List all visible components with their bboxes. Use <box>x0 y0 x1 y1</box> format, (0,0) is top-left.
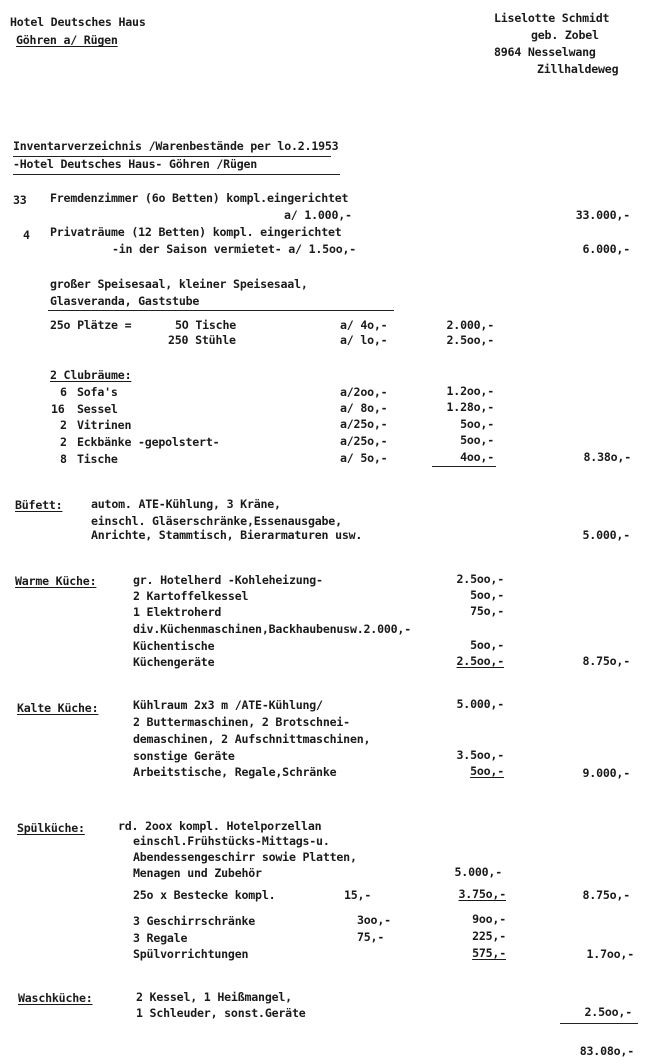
bufett-line1: autom. ATE-Kühlung, 3 Kräne, <box>91 497 281 511</box>
club-item-amount: 1.2oo,- <box>446 384 494 398</box>
scullery-cabinets-unit: 3oo,- <box>357 913 391 927</box>
warm-kitchen-amount: 5oo,- <box>470 588 504 602</box>
warm-kitchen-amount: 2.5oo,- <box>456 654 504 668</box>
scullery-line1: rd. 2oox kompl. Hotelporzellan <box>118 819 322 833</box>
scullery-cabinets-amount: 9oo,- <box>472 912 506 926</box>
club-item-unit: a/25o,- <box>340 434 388 448</box>
warm-kitchen-item: Küchentische <box>133 639 215 653</box>
warm-kitchen-total: 8.75o,- <box>582 654 630 668</box>
scullery-shelves: 3 Regale <box>133 931 188 945</box>
clubrooms-total: 8.38o,- <box>583 450 631 464</box>
private-rooms-total: 6.000,- <box>582 242 630 256</box>
dining-seats: 25o Plätze = <box>50 318 132 332</box>
club-item-unit: a/ 5o,- <box>340 451 388 465</box>
warm-kitchen-label: Warme Küche: <box>15 574 97 588</box>
club-item-unit: a/ 8o,- <box>340 401 388 415</box>
club-item-name: Vitrinen <box>77 418 132 432</box>
club-item-amount: 5oo,- <box>460 417 494 431</box>
scullery-line2: einschl.Frühstücks-Mittags-u. <box>133 834 330 848</box>
club-item-amount: 4oo,- <box>460 450 494 464</box>
club-sum-underline <box>432 466 496 467</box>
club-qty: 2 <box>60 418 67 432</box>
dining-heading1: großer Speisesaal, kleiner Speisesaal, <box>50 277 308 291</box>
laundry-total: 2.5oo,- <box>584 1005 632 1019</box>
warm-kitchen-amount: 2.5oo,- <box>456 572 504 586</box>
scullery-subtotal1: 8.75o,- <box>582 888 630 902</box>
dining-chairs: 250 Stühle <box>168 333 236 347</box>
warm-kitchen-item: 2 Kartoffelkessel <box>133 589 249 603</box>
warm-kitchen-amount: 5oo,- <box>470 638 504 652</box>
club-item-amount: 1.28o,- <box>446 400 494 414</box>
warm-kitchen-item: Küchengeräte <box>133 655 215 669</box>
cold-kitchen-line5: Arbeitstische, Regale,Schränke <box>133 765 337 779</box>
cold-kitchen-line1: Kühlraum 2x3 m /ATE-Kühlung/ <box>133 698 323 712</box>
private-rooms-line2: -in der Saison vermietet- a/ 1.5oo,- <box>112 242 357 256</box>
title-underline-2 <box>13 174 340 175</box>
bufett-line3: Anrichte, Stammtisch, Bierarmaturen usw. <box>91 528 363 542</box>
scullery-subtotal2: 1.7oo,- <box>586 947 634 961</box>
scullery-rinse-amount: 575,- <box>472 946 506 960</box>
scullery-cabinets: 3 Geschirrschränke <box>133 914 256 928</box>
scullery-rinse: Spülvorrichtungen <box>133 947 249 961</box>
club-item-name: Tische <box>77 452 118 466</box>
dining-chairs-unit: a/ lo,- <box>340 333 388 347</box>
bufett-total: 5.000,- <box>582 528 630 542</box>
scullery-line4: Menagen und Zubehör <box>133 866 262 880</box>
guest-rooms-count: 33 <box>13 193 27 207</box>
cold-kitchen-line4: sonstige Geräte <box>133 749 235 763</box>
cold-kitchen-line5-amount: 5oo,- <box>470 764 504 778</box>
cold-kitchen-line1-amount: 5.000,- <box>456 697 504 711</box>
scullery-cutlery-unit: 15,- <box>344 888 372 902</box>
laundry-line1: 2 Kessel, 1 Heißmangel, <box>136 990 292 1004</box>
warm-kitchen-item: 1 Elektroherd <box>133 605 222 619</box>
dining-chairs-amount: 2.5oo,- <box>446 333 494 347</box>
club-item-name: Sessel <box>77 402 118 416</box>
warm-kitchen-amount: 75o,- <box>470 604 504 618</box>
cold-kitchen-label: Kalte Küche: <box>17 701 99 715</box>
warm-kitchen-item: div.Küchenmaschinen,Backhaubenusw.2.000,- <box>133 622 411 636</box>
scullery-shelves-amount: 225,- <box>472 929 506 943</box>
hotel-place: Göhren a/ Rügen <box>16 33 118 47</box>
scullery-line4-amount: 5.000,- <box>454 865 502 879</box>
owner-birthname: geb. Zobel <box>531 28 599 42</box>
club-qty: 2 <box>60 435 67 449</box>
club-qty: 6 <box>60 385 67 399</box>
dining-tables-unit: a/ 4o,- <box>340 318 388 332</box>
bufett-line2: einschl. Gläserschränke,Essenausgabe, <box>91 514 342 528</box>
club-item-name: Eckbänke -gepolstert- <box>77 435 220 449</box>
dining-underline <box>48 310 394 311</box>
title-line1: Inventarverzeichnis /Warenbestände per lo.2.1953 <box>13 139 339 153</box>
club-qty: 8 <box>60 452 67 466</box>
scullery-cutlery-amount: 3.75o,- <box>458 887 506 901</box>
laundry-sum-underline <box>560 1023 638 1024</box>
clubrooms-heading: 2 Clubräume: <box>50 368 132 382</box>
cold-kitchen-line3: demaschinen, 2 Aufschnittmaschinen, <box>133 732 371 746</box>
dining-tables-amount: 2.000,- <box>446 318 494 332</box>
guest-rooms-line2: a/ 1.000,- <box>284 208 352 222</box>
dining-tables: 5O Tische <box>175 318 237 332</box>
club-item-unit: a/25o,- <box>340 417 388 431</box>
dining-heading2: Glasveranda, Gaststube <box>50 294 200 308</box>
hotel-name: Hotel Deutsches Haus <box>10 15 146 29</box>
owner-city: 8964 Nesselwang <box>494 45 596 59</box>
warm-kitchen-item: gr. Hotelherd -Kohleheizung- <box>133 573 323 587</box>
private-rooms-line1: Privaträume (12 Betten) kompl. eingerichtet <box>50 225 342 239</box>
scullery-cutlery: 25o x Bestecke kompl. <box>133 888 276 902</box>
bufett-label: Büfett: <box>15 498 63 512</box>
owner-street: Zillhaldeweg <box>537 62 619 76</box>
title-line2: -Hotel Deutsches Haus- Göhren /Rügen <box>13 157 258 171</box>
club-item-name: Sofa's <box>77 385 118 399</box>
scullery-line3: Abendessengeschirr sowie Platten, <box>133 850 357 864</box>
cold-kitchen-line4-amount: 3.5oo,- <box>456 748 504 762</box>
private-rooms-count: 4 <box>23 228 30 242</box>
club-qty: 16 <box>51 402 65 416</box>
cold-kitchen-total: 9.000,- <box>582 766 630 780</box>
cold-kitchen-line2: 2 Buttermaschinen, 2 Brotschnei- <box>133 715 350 729</box>
scullery-label: Spülküche: <box>17 821 85 835</box>
scullery-shelves-unit: 75,- <box>357 930 385 944</box>
guest-rooms-line1: Fremdenzimmer (6o Betten) kompl.eingerichtet <box>50 191 349 205</box>
guest-rooms-total: 33.000,- <box>575 208 630 222</box>
laundry-label: Waschküche: <box>18 991 93 1005</box>
club-item-unit: a/2oo,- <box>340 385 388 399</box>
club-item-amount: 5oo,- <box>460 433 494 447</box>
grand-total: 83.08o,- <box>579 1044 634 1058</box>
owner-name: Liselotte Schmidt <box>494 11 610 25</box>
laundry-line2: 1 Schleuder, sonst.Geräte <box>136 1006 306 1020</box>
